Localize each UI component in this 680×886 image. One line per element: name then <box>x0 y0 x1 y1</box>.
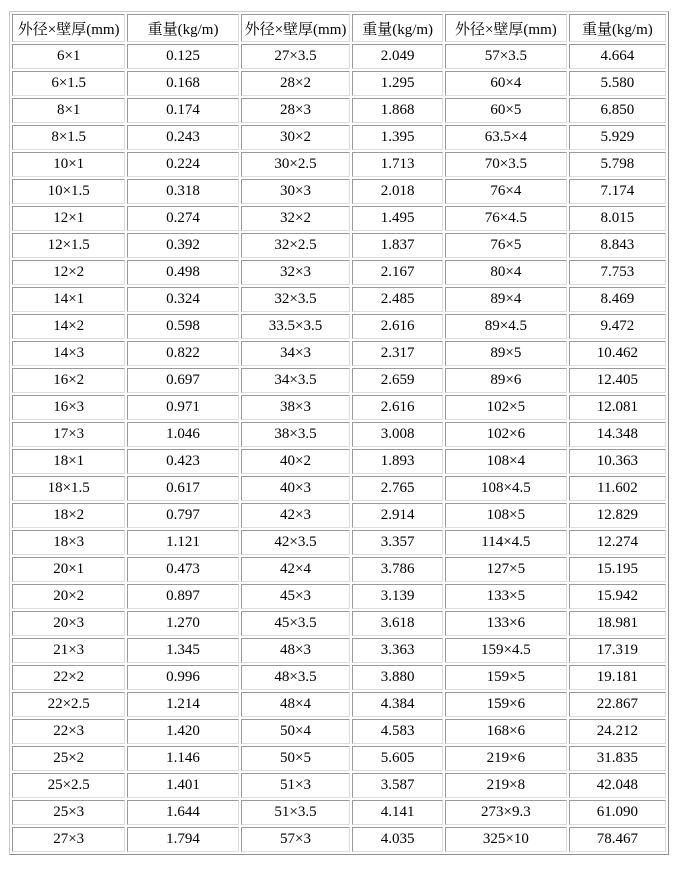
weight-cell: 1.837 <box>352 233 443 258</box>
weight-cell: 1.345 <box>127 638 238 663</box>
table-row <box>12 611 666 636</box>
dimension-cell: 12×2 <box>12 260 125 285</box>
dimension-cell: 16×2 <box>12 368 125 393</box>
weight-cell: 3.139 <box>352 584 443 609</box>
table-row <box>12 665 666 690</box>
dimension-cell: 168×6 <box>445 719 567 744</box>
table-row <box>12 584 666 609</box>
table-row <box>12 692 666 717</box>
dimension-cell: 325×10 <box>445 827 567 852</box>
dimension-cell: 108×4 <box>445 449 567 474</box>
table-row <box>12 719 666 744</box>
weight-cell: 1.121 <box>127 530 238 555</box>
dimension-cell: 20×1 <box>12 557 125 582</box>
dimension-cell: 27×3.5 <box>241 44 350 69</box>
dimension-cell: 219×6 <box>445 746 567 771</box>
dimension-cell: 12×1 <box>12 206 125 231</box>
table-row <box>12 125 666 150</box>
weight-cell: 0.822 <box>127 341 238 366</box>
dimension-cell: 22×3 <box>12 719 125 744</box>
dimension-cell: 57×3 <box>241 827 350 852</box>
weight-cell: 3.880 <box>352 665 443 690</box>
table-row <box>12 638 666 663</box>
table-row <box>12 746 666 771</box>
weight-cell: 2.914 <box>352 503 443 528</box>
dimension-cell: 51×3 <box>241 773 350 798</box>
dimension-cell: 14×1 <box>12 287 125 312</box>
dimension-cell: 48×3 <box>241 638 350 663</box>
dimension-cell: 8×1 <box>12 98 125 123</box>
dimension-cell: 159×5 <box>445 665 567 690</box>
dimension-cell: 63.5×4 <box>445 125 567 150</box>
dimension-cell: 48×4 <box>241 692 350 717</box>
weight-cell: 15.195 <box>569 557 666 582</box>
dimension-cell: 38×3 <box>241 395 350 420</box>
table-header <box>12 14 666 42</box>
dimension-cell: 127×5 <box>445 557 567 582</box>
dimension-cell: 20×3 <box>12 611 125 636</box>
col-header-weight: 重量(kg/m) <box>127 14 238 42</box>
dimension-cell: 76×4 <box>445 179 567 204</box>
table-row <box>12 395 666 420</box>
pipe-weight-table <box>9 11 669 855</box>
weight-cell: 61.090 <box>569 800 666 825</box>
weight-cell: 8.015 <box>569 206 666 231</box>
dimension-cell: 89×4.5 <box>445 314 567 339</box>
weight-cell: 0.797 <box>127 503 238 528</box>
table-row <box>12 341 666 366</box>
dimension-cell: 70×3.5 <box>445 152 567 177</box>
weight-cell: 4.141 <box>352 800 443 825</box>
weight-cell: 0.243 <box>127 125 238 150</box>
table-row <box>12 233 666 258</box>
weight-cell: 4.035 <box>352 827 443 852</box>
dimension-cell: 89×4 <box>445 287 567 312</box>
weight-cell: 1.146 <box>127 746 238 771</box>
dimension-cell: 102×5 <box>445 395 567 420</box>
weight-cell: 0.617 <box>127 476 238 501</box>
weight-cell: 2.317 <box>352 341 443 366</box>
dimension-cell: 133×6 <box>445 611 567 636</box>
table-row <box>12 368 666 393</box>
table-row <box>12 314 666 339</box>
header-row <box>12 14 666 42</box>
dimension-cell: 6×1.5 <box>12 71 125 96</box>
dimension-cell: 42×4 <box>241 557 350 582</box>
weight-cell: 42.048 <box>569 773 666 798</box>
weight-cell: 5.605 <box>352 746 443 771</box>
dimension-cell: 16×3 <box>12 395 125 420</box>
table-row <box>12 98 666 123</box>
col-header-weight: 重量(kg/m) <box>569 14 666 42</box>
dimension-cell: 18×3 <box>12 530 125 555</box>
weight-cell: 0.318 <box>127 179 238 204</box>
weight-cell: 0.897 <box>127 584 238 609</box>
weight-cell: 1.295 <box>352 71 443 96</box>
dimension-cell: 48×3.5 <box>241 665 350 690</box>
weight-cell: 9.472 <box>569 314 666 339</box>
dimension-cell: 42×3 <box>241 503 350 528</box>
table-row <box>12 422 666 447</box>
dimension-cell: 25×2 <box>12 746 125 771</box>
weight-cell: 5.798 <box>569 152 666 177</box>
weight-cell: 17.319 <box>569 638 666 663</box>
weight-cell: 3.587 <box>352 773 443 798</box>
dimension-cell: 32×3.5 <box>241 287 350 312</box>
table-body <box>12 44 666 852</box>
weight-cell: 1.794 <box>127 827 238 852</box>
weight-cell: 1.644 <box>127 800 238 825</box>
dimension-cell: 50×5 <box>241 746 350 771</box>
weight-cell: 1.893 <box>352 449 443 474</box>
dimension-cell: 80×4 <box>445 260 567 285</box>
weight-cell: 12.274 <box>569 530 666 555</box>
weight-cell: 3.357 <box>352 530 443 555</box>
weight-cell: 78.467 <box>569 827 666 852</box>
table-row <box>12 827 666 852</box>
dimension-cell: 28×3 <box>241 98 350 123</box>
weight-cell: 24.212 <box>569 719 666 744</box>
dimension-cell: 8×1.5 <box>12 125 125 150</box>
weight-cell: 5.929 <box>569 125 666 150</box>
weight-cell: 2.765 <box>352 476 443 501</box>
weight-cell: 3.008 <box>352 422 443 447</box>
dimension-cell: 60×4 <box>445 71 567 96</box>
table-row <box>12 557 666 582</box>
dimension-cell: 38×3.5 <box>241 422 350 447</box>
table-row <box>12 71 666 96</box>
dimension-cell: 89×6 <box>445 368 567 393</box>
weight-cell: 2.049 <box>352 44 443 69</box>
dimension-cell: 32×3 <box>241 260 350 285</box>
table-row <box>12 206 666 231</box>
dimension-cell: 60×5 <box>445 98 567 123</box>
dimension-cell: 28×2 <box>241 71 350 96</box>
dimension-cell: 25×2.5 <box>12 773 125 798</box>
weight-cell: 1.401 <box>127 773 238 798</box>
table-row <box>12 530 666 555</box>
dimension-cell: 102×6 <box>445 422 567 447</box>
weight-cell: 12.405 <box>569 368 666 393</box>
dimension-cell: 76×4.5 <box>445 206 567 231</box>
dimension-cell: 22×2.5 <box>12 692 125 717</box>
table-row <box>12 449 666 474</box>
weight-cell: 2.616 <box>352 314 443 339</box>
weight-cell: 6.850 <box>569 98 666 123</box>
weight-cell: 0.125 <box>127 44 238 69</box>
dimension-cell: 76×5 <box>445 233 567 258</box>
weight-cell: 0.423 <box>127 449 238 474</box>
weight-cell: 0.498 <box>127 260 238 285</box>
weight-cell: 4.583 <box>352 719 443 744</box>
dimension-cell: 34×3 <box>241 341 350 366</box>
weight-cell: 4.384 <box>352 692 443 717</box>
col-header-dimension: 外径×壁厚(mm) <box>241 14 350 42</box>
col-header-weight: 重量(kg/m) <box>352 14 443 42</box>
weight-cell: 15.942 <box>569 584 666 609</box>
dimension-cell: 32×2.5 <box>241 233 350 258</box>
dimension-cell: 22×2 <box>12 665 125 690</box>
dimension-cell: 108×5 <box>445 503 567 528</box>
dimension-cell: 108×4.5 <box>445 476 567 501</box>
weight-cell: 0.697 <box>127 368 238 393</box>
weight-cell: 0.598 <box>127 314 238 339</box>
weight-cell: 0.168 <box>127 71 238 96</box>
weight-cell: 1.214 <box>127 692 238 717</box>
dimension-cell: 30×3 <box>241 179 350 204</box>
weight-cell: 0.473 <box>127 557 238 582</box>
weight-cell: 1.270 <box>127 611 238 636</box>
weight-cell: 3.618 <box>352 611 443 636</box>
weight-cell: 1.420 <box>127 719 238 744</box>
dimension-cell: 50×4 <box>241 719 350 744</box>
table-row <box>12 503 666 528</box>
dimension-cell: 159×6 <box>445 692 567 717</box>
table-row <box>12 260 666 285</box>
weight-cell: 0.224 <box>127 152 238 177</box>
dimension-cell: 25×3 <box>12 800 125 825</box>
weight-cell: 0.996 <box>127 665 238 690</box>
weight-cell: 1.868 <box>352 98 443 123</box>
dimension-cell: 12×1.5 <box>12 233 125 258</box>
dimension-cell: 27×3 <box>12 827 125 852</box>
table-row <box>12 179 666 204</box>
dimension-cell: 6×1 <box>12 44 125 69</box>
dimension-cell: 18×2 <box>12 503 125 528</box>
col-header-dimension: 外径×壁厚(mm) <box>12 14 125 42</box>
weight-cell: 1.395 <box>352 125 443 150</box>
dimension-cell: 57×3.5 <box>445 44 567 69</box>
dimension-cell: 18×1 <box>12 449 125 474</box>
table-row <box>12 287 666 312</box>
weight-cell: 22.867 <box>569 692 666 717</box>
weight-cell: 1.495 <box>352 206 443 231</box>
weight-cell: 18.981 <box>569 611 666 636</box>
weight-cell: 8.843 <box>569 233 666 258</box>
dimension-cell: 45×3.5 <box>241 611 350 636</box>
weight-cell: 2.616 <box>352 395 443 420</box>
weight-cell: 7.753 <box>569 260 666 285</box>
dimension-cell: 133×5 <box>445 584 567 609</box>
weight-cell: 1.713 <box>352 152 443 177</box>
weight-cell: 31.835 <box>569 746 666 771</box>
weight-cell: 11.602 <box>569 476 666 501</box>
weight-cell: 19.181 <box>569 665 666 690</box>
table-row <box>12 773 666 798</box>
weight-cell: 0.274 <box>127 206 238 231</box>
dimension-cell: 51×3.5 <box>241 800 350 825</box>
dimension-cell: 89×5 <box>445 341 567 366</box>
weight-cell: 10.462 <box>569 341 666 366</box>
dimension-cell: 32×2 <box>241 206 350 231</box>
dimension-cell: 42×3.5 <box>241 530 350 555</box>
dimension-cell: 33.5×3.5 <box>241 314 350 339</box>
dimension-cell: 40×3 <box>241 476 350 501</box>
dimension-cell: 273×9.3 <box>445 800 567 825</box>
dimension-cell: 30×2 <box>241 125 350 150</box>
weight-cell: 3.363 <box>352 638 443 663</box>
weight-cell: 12.829 <box>569 503 666 528</box>
dimension-cell: 30×2.5 <box>241 152 350 177</box>
dimension-cell: 21×3 <box>12 638 125 663</box>
weight-cell: 0.971 <box>127 395 238 420</box>
table-row <box>12 152 666 177</box>
dimension-cell: 114×4.5 <box>445 530 567 555</box>
weight-cell: 0.324 <box>127 287 238 312</box>
weight-cell: 7.174 <box>569 179 666 204</box>
dimension-cell: 10×1.5 <box>12 179 125 204</box>
table-row <box>12 800 666 825</box>
dimension-cell: 45×3 <box>241 584 350 609</box>
col-header-dimension: 外径×壁厚(mm) <box>445 14 567 42</box>
weight-cell: 0.174 <box>127 98 238 123</box>
dimension-cell: 17×3 <box>12 422 125 447</box>
dimension-cell: 14×3 <box>12 341 125 366</box>
weight-cell: 2.659 <box>352 368 443 393</box>
weight-cell: 0.392 <box>127 233 238 258</box>
table-row <box>12 44 666 69</box>
weight-cell: 2.018 <box>352 179 443 204</box>
weight-cell: 4.664 <box>569 44 666 69</box>
dimension-cell: 40×2 <box>241 449 350 474</box>
dimension-cell: 20×2 <box>12 584 125 609</box>
weight-cell: 12.081 <box>569 395 666 420</box>
dimension-cell: 219×8 <box>445 773 567 798</box>
weight-cell: 2.167 <box>352 260 443 285</box>
dimension-cell: 159×4.5 <box>445 638 567 663</box>
weight-cell: 1.046 <box>127 422 238 447</box>
weight-cell: 3.786 <box>352 557 443 582</box>
weight-cell: 10.363 <box>569 449 666 474</box>
table-row <box>12 476 666 501</box>
weight-cell: 8.469 <box>569 287 666 312</box>
dimension-cell: 10×1 <box>12 152 125 177</box>
dimension-cell: 18×1.5 <box>12 476 125 501</box>
weight-cell: 14.348 <box>569 422 666 447</box>
dimension-cell: 14×2 <box>12 314 125 339</box>
dimension-cell: 34×3.5 <box>241 368 350 393</box>
weight-cell: 5.580 <box>569 71 666 96</box>
weight-cell: 2.485 <box>352 287 443 312</box>
